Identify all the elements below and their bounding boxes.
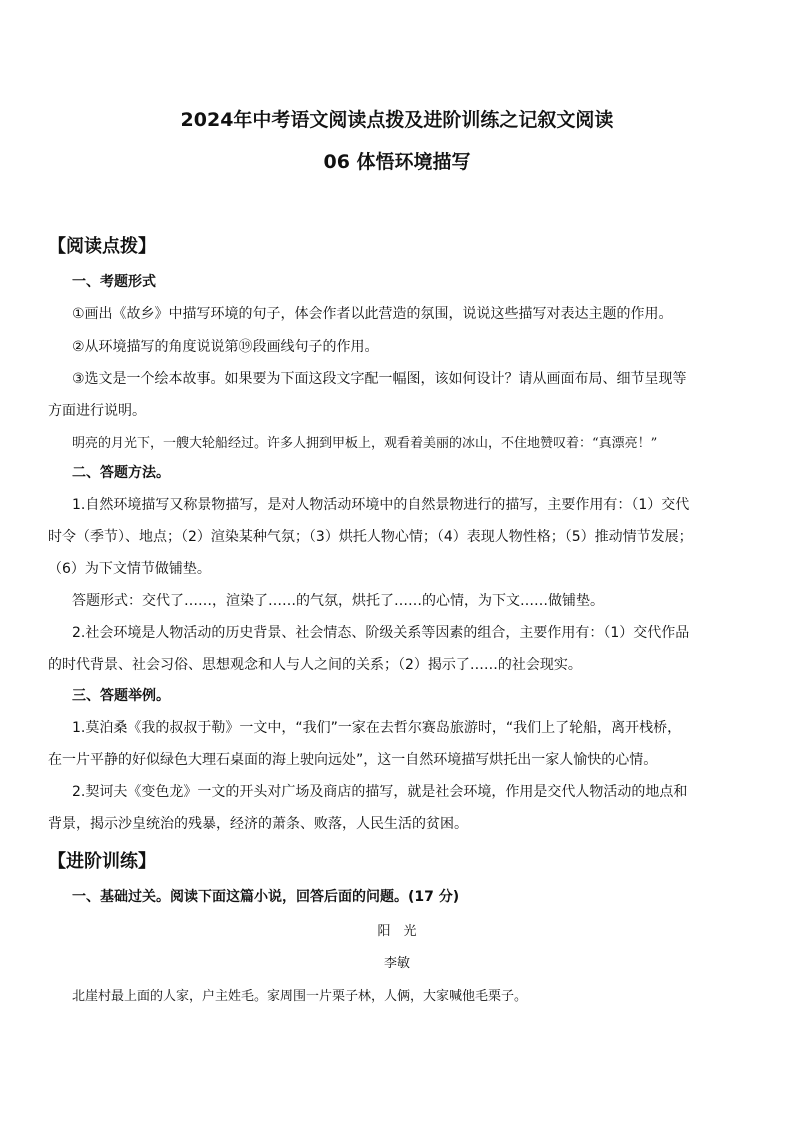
method-2-line2: 的时代背景、社会习俗、思想观念和人与人之间的关系；（2）揭示了……的社会现实。 — [48, 657, 582, 673]
method-1-answer-form: 答题形式：交代了……，渲染了……的气氛，烘托了……的心情，为下文……做铺垫。 — [72, 593, 604, 609]
question-3-line1: ③选文是一个绘本故事。如果要为下面这段文字配一幅图，该如何设计？请从画面布局、细节呈现等 — [72, 371, 687, 387]
example-2-line2: 背景，揭示沙皇统治的残暴，经济的萧条、败落，人民生活的贫困。 — [48, 816, 468, 832]
heading-answer-method: 二、答题方法。 — [72, 465, 170, 481]
story-author: 李敏 — [383, 956, 410, 971]
document-title: 2024年中考语文阅读点拨及进阶训练之记叙文阅读 — [180, 109, 614, 131]
quoted-passage: 明亮的月光下，一艘大轮船经过。许多人拥到甲板上，观看着美丽的冰山，不住地赞叹着：“真漂亮！” — [72, 436, 658, 451]
question-3-line2: 方面进行说明。 — [48, 403, 146, 419]
story-title: 阳 光 — [377, 924, 417, 939]
story-paragraph-1: 北崖村最上面的人家，户主姓毛。家周围一片栗子林，人俩，大家喊他毛栗子。 — [72, 989, 528, 1004]
method-1-line3: （6）为下文情节做铺垫。 — [48, 561, 211, 577]
method-1-line1: 1.自然环境描写又称景物描写，是对人物活动环境中的自然景物进行的描写，主要作用有：（1）交代 — [72, 497, 690, 513]
example-2-line1: 2.契诃夫《变色龙》一文的开头对广场及商店的描写，就是社会环境，作用是交代人物活动的地点和 — [72, 784, 688, 800]
heading-answer-examples: 三、答题举例。 — [72, 688, 170, 704]
section-heading-training: 【进阶训练】 — [48, 851, 156, 872]
document-subtitle: 06 体悟环境描写 — [323, 151, 471, 173]
question-2: ②从环境描写的角度说说第⑲段画线句子的作用。 — [72, 339, 379, 355]
method-2-line1: 2.社会环境是人物活动的历史背景、社会情态、阶级关系等因素的组合，主要作用有：（1）交代作品 — [72, 625, 690, 641]
section-heading-reading: 【阅读点拨】 — [48, 236, 156, 257]
example-1-line2: 在一片平静的好似绿色大理石桌面的海上驶向远处”，这一自然环境描写烘托出一家人愉快的心情。 — [48, 752, 658, 768]
question-1: ①画出《故乡》中描写环境的句子，体会作者以此营造的氛围，说说这些描写对表达主题的作用。 — [72, 306, 673, 322]
heading-question-form: 一、考题形式 — [72, 274, 156, 290]
training-instruction: 一、基础过关。阅读下面这篇小说，回答后面的问题。(17 分) — [72, 889, 460, 905]
method-1-line2: 时令（季节）、地点；（2）渲染某种气氛；（3）烘托人物心情；（4）表现人物性格；（5）推动情节发展； — [48, 529, 693, 545]
example-1-line1: 1.莫泊桑《我的叔叔于勒》一文中，“我们”一家在去哲尔赛岛旅游时，“我们上了轮船，离开栈桥， — [72, 720, 682, 736]
